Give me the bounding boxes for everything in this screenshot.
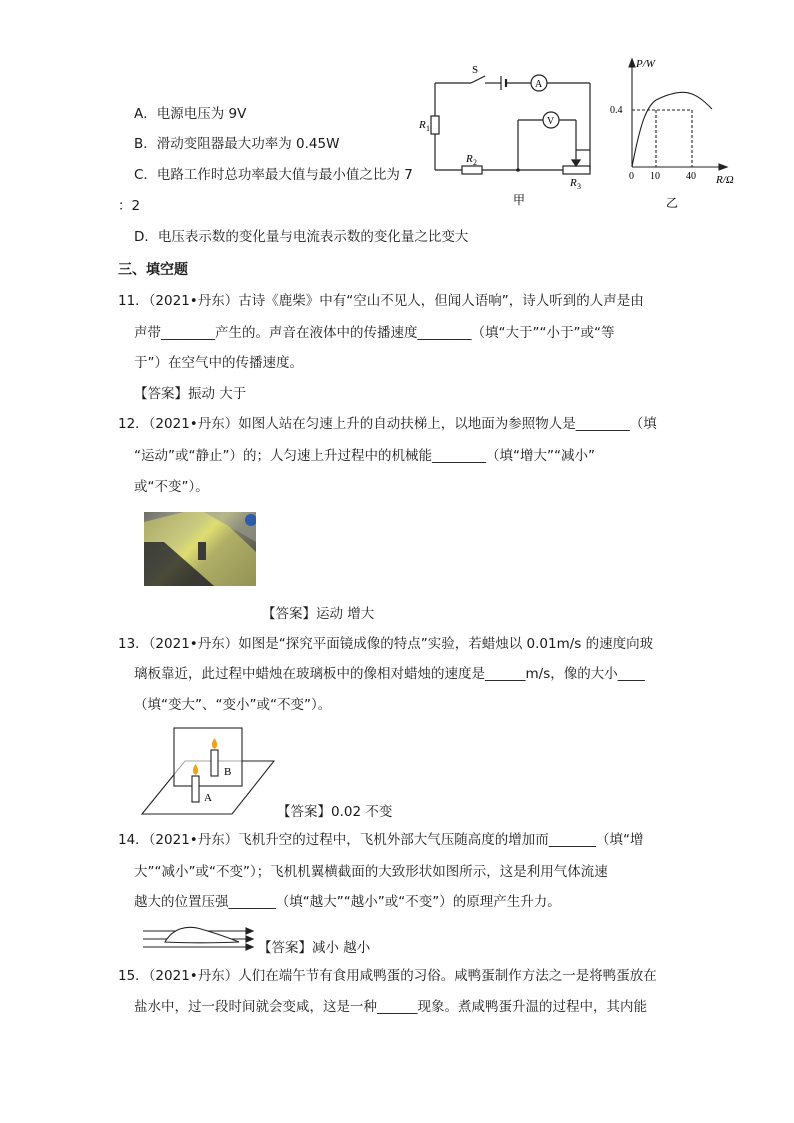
q11-line1: 11．（2021•丹东）古诗《鹿柴》中有“空山不见人，但闻人语响”，诗人听到的人声是由 xyxy=(118,293,644,309)
candle-b-label: B xyxy=(224,766,232,778)
r1-subscript: 1 xyxy=(426,124,430,133)
graph-caption: 乙 xyxy=(666,196,679,210)
r2-label: R xyxy=(466,153,473,165)
q11-answer: 【答案】振动 大于 xyxy=(134,386,247,402)
wing-cross-section-figure xyxy=(143,922,255,952)
q14-line3: 越大的位置压强_______（填“越大”“越小”或“不变”）的原理产生升力。 xyxy=(134,894,561,910)
option-c-continuation: ：2 xyxy=(118,198,141,214)
option-d: D．电压表示数的变化量与电流表示数的变化量之比变大 xyxy=(134,229,469,245)
circuit-diagram xyxy=(415,58,615,208)
q15-line2: 盐水中，过一段时间就会变咸，这是一种______现象。煮咸鸭蛋升温的过程中，其内能 xyxy=(134,999,647,1015)
q11-line2: 声带________产生的。声音在液体中的传播速度________（填“大于”“小于”或“等 xyxy=(134,325,615,341)
mirror-experiment-figure xyxy=(140,726,275,816)
graph-y-label: P/W xyxy=(636,58,655,70)
r3-subscript: 3 xyxy=(577,182,581,191)
q14-answer: 【答案】减小 越小 xyxy=(258,940,371,956)
switch-label: S xyxy=(472,64,479,76)
power-resistance-graph xyxy=(608,55,748,210)
voltmeter-label: V xyxy=(547,116,555,127)
graph-x-label: R/Ω xyxy=(716,174,734,186)
r3-label: R xyxy=(570,177,577,189)
candle-a-label: A xyxy=(204,792,212,804)
graph-x-tick-0: 0 xyxy=(629,171,634,182)
q11-line3: 于”）在空气中的传播速度。 xyxy=(134,355,303,371)
option-c: C．电路工作时总功率最大值与最小值之比为 7 xyxy=(134,167,413,183)
section-heading: 三、填空题 xyxy=(118,262,188,278)
q12-line1: 12．（2021•丹东）如图人站在匀速上升的自动扶梯上，以地面为参照物人是________（填 xyxy=(118,416,657,432)
q14-line1: 14．（2021•丹东）飞机升空的过程中，飞机外部大气压随高度的增加而_______（填“增 xyxy=(118,832,644,848)
q12-line3: 或“不变”）。 xyxy=(134,479,209,495)
q13-line2: 璃板靠近，此过程中蜡烛在玻璃板中的像相对蜡烛的速度是______m/s，像的大小____ xyxy=(134,666,645,682)
q13-line3: （填“变大”、“变小”或“不变”）。 xyxy=(134,697,332,713)
graph-x-tick-40: 40 xyxy=(686,171,696,182)
q12-answer: 【答案】运动 增大 xyxy=(262,606,375,622)
q12-line2: “运动”或“静止”）的；人匀速上升过程中的机械能________（填“增大”“减小” xyxy=(134,448,595,464)
q15-line1: 15．（2021•丹东）人们在端午节有食用咸鸭蛋的习俗。咸鸭蛋制作方法之一是将鸭蛋放在 xyxy=(118,968,657,984)
option-a: A．电源电压为 9V xyxy=(134,106,247,122)
graph-x-tick-10: 10 xyxy=(650,171,660,182)
graph-y-tick: 0.4 xyxy=(610,105,623,116)
r2-subscript: 2 xyxy=(473,158,477,167)
circuit-caption: 甲 xyxy=(513,193,526,207)
q13-line1: 13．（2021•丹东）如图是“探究平面镜成像的特点”实验，若蜡烛以 0.01m/s 的速度向玻 xyxy=(118,636,654,652)
escalator-photo xyxy=(144,512,256,586)
q14-line2: 大”“减小”或“不变”）；飞机机翼横截面的大致形状如图所示，这是利用气体流速 xyxy=(134,864,608,880)
r1-label: R xyxy=(419,119,426,131)
q13-answer: 【答案】0.02 不变 xyxy=(277,804,393,820)
ammeter-label: A xyxy=(535,79,543,90)
option-b: B．滑动变阻器最大功率为 0.45W xyxy=(134,136,340,152)
